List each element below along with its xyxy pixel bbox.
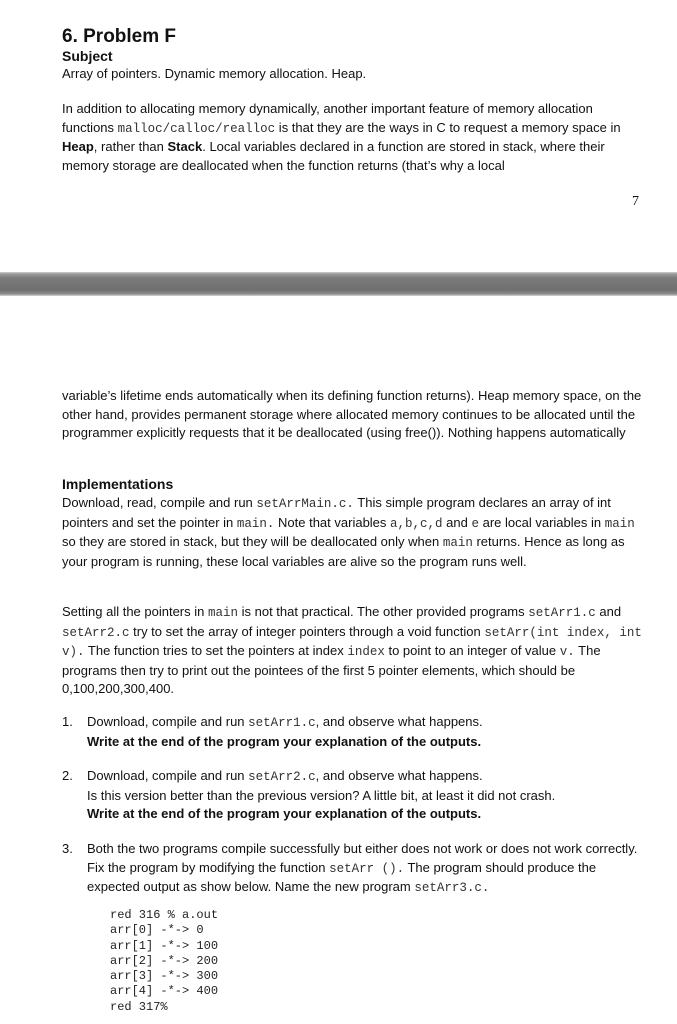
section-title: 6. Problem F — [62, 26, 177, 47]
implementations-heading: Implementations — [62, 476, 174, 492]
task-instruction: Write at the end of the program your explanation of the outputs. — [87, 733, 482, 749]
intro-paragraph-continued: variable’s lifetime ends automatically when its defining function returns). Heap memory space, on the other hand, provides permanent storage where allocated memory continues to be allocated until the programmer explicitly requests that it be deallocated (using free()). Nothing happens automatically — [62, 388, 642, 440]
subject-text: Array of pointers. Dynamic memory allocation. Heap. — [62, 66, 367, 81]
task-item-1: 1. Download, compile and run setArr1.c, and observe what happens. Write at the end of the program your explanation of the outputs. — [62, 714, 483, 749]
task-instruction: Write at the end of the program your explanation of the outputs. — [87, 806, 482, 821]
crop-mark — [255, 0, 460, 3]
page-top — [0, 0, 677, 272]
page-separator — [0, 272, 677, 296]
task-number: 3. — [62, 841, 73, 856]
task-item-2: 2. Download, compile and run setArr2.c, and observe what happens. Is this version better than the previous version? A little bit, at least it did not crash. Write at the end of the program your explanation of the outputs. — [62, 768, 556, 821]
implementations-paragraph-2: Setting all the pointers in main is not that practical. The other provided programs setArr1.c and setArr2.c try to set the array of integer pointers through a void function setArr(int index, int v). The function tries to set the pointers at index index to point to an integer of value v. The programs then try to print out the pointees of the first 5 pointer elements, which should be 0,100,200,300,400. — [62, 604, 642, 696]
implementations-paragraph-1: Download, read, compile and run setArrMain.c. This simple program declares an array of int pointers and set the pointer in main. Note that variables a,b,c,d and e are local variables in main so they are stored in stack, but they will be deallocated only when main returns. Hence as long as your program is running, these local variables are alive so the program runs well. — [62, 495, 635, 569]
task-item-3: 3. Both the two programs compile successfully but either does not work or does not work correctly. Fix the program by modifying the function setArr (). The program should produce the expected output as show below. Name the new program setArr3.c. — [62, 841, 638, 895]
intro-paragraph: In addition to allocating memory dynamically, another important feature of memory allocation functions malloc/calloc/realloc is that they are the ways in C to request a memory space in Heap, rather than Stack. Local variables declared in a function are stored in stack, where their memory storage are deallocated when the function returns (that’s why a local — [62, 101, 621, 173]
terminal-output: red 316 % a.out arr[0] -*-> 0 arr[1] -*-> 100 arr[2] -*-> 200 arr[3] -*-> 300 arr[4] -*-> 400 red 317% — [110, 908, 219, 1014]
subject-heading: Subject — [62, 48, 113, 64]
page-number: 7 — [632, 194, 639, 209]
task-number: 2. — [62, 768, 73, 783]
task-number: 1. — [62, 714, 73, 729]
